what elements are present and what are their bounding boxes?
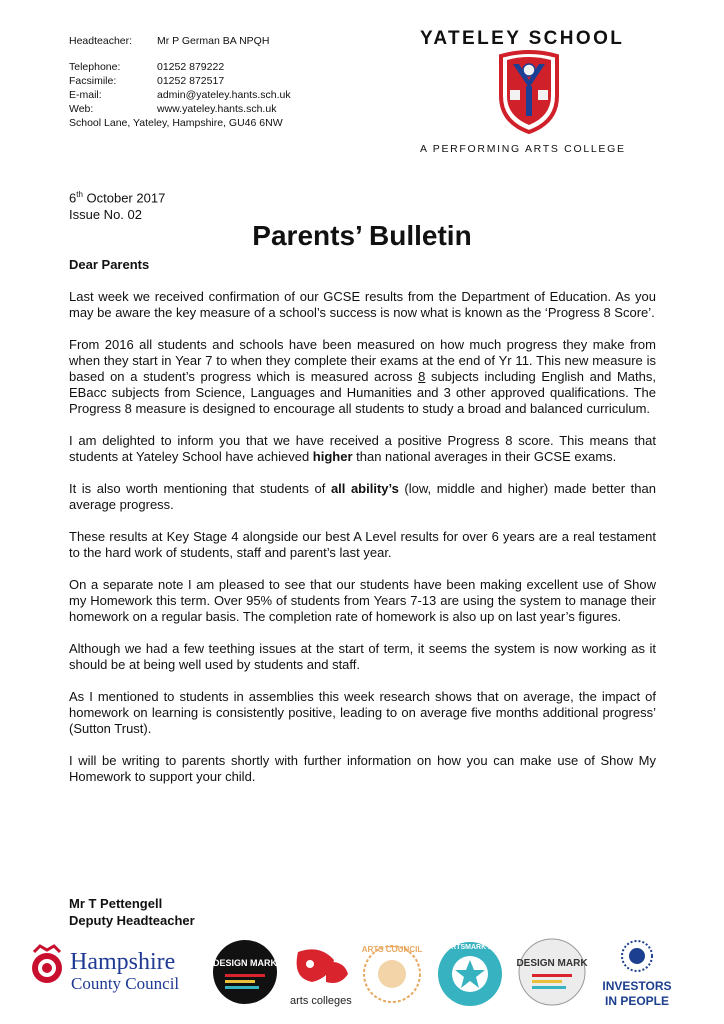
- letter-body: [69, 289, 656, 801]
- hampshire-line2: County Council: [71, 974, 180, 993]
- design-mark-text: DESIGN MARK: [212, 958, 278, 968]
- hampshire-line1: Hampshire: [70, 949, 176, 975]
- footer-logos: [30, 938, 700, 1014]
- bulletin-date-block: [69, 186, 165, 223]
- greeting: Dear Parents: [69, 257, 150, 272]
- hampshire-logo: [32, 946, 179, 993]
- arts-colleges-text: arts colleges: [290, 995, 352, 1007]
- college-tagline: A PERFORMING ARTS COLLEGE: [420, 143, 626, 155]
- headteacher-value: Mr P German BA NPQH: [157, 35, 270, 47]
- paragraph: As I mentioned to students in assemblies this week research shows that on average, the impact of homework on learning is consistently positive, leading to on average five months additional progress’ (Sutton Trust).: [69, 689, 656, 736]
- paragraph: Last week we received confirmation of our GCSE results from the Department of Education. As you may be aware the key measure of a school’s success is now what is known as the ‘Progress 8 Score’.: [69, 289, 656, 320]
- email-value: admin@yateley.hants.sch.uk: [157, 89, 291, 101]
- headteacher-label: Headteacher:: [69, 35, 133, 47]
- paragraph: It is also worth mentioning that students of all ability’s (low, middle and higher) made better than average progress.: [69, 481, 656, 512]
- signature-role: Deputy Headteacher: [69, 912, 195, 928]
- paragraph: I will be writing to parents shortly with further information on how you can make use of Show My Homework to support your child.: [69, 753, 656, 784]
- web-value: www.yateley.hants.sch.uk: [157, 103, 277, 115]
- svg-text:DESIGN MARK: DESIGN MARK: [516, 958, 588, 969]
- design-mark-grey-logo: [516, 939, 588, 1005]
- paragraph: From 2016 all students and schools have been measured on how much progress they make from when they start in Year 7 to when they complete their exams at the end of Yr 11. This new measure is based on a student’s progress which is measured across 8 subjects including English and Maths, EBacc subjects from Science, Languages and Humanities and 3 other approved qualifications. The Progress 8 measure is designed to encourage all students to study a broad and balanced curriculum.: [69, 337, 656, 416]
- paragraph: On a separate note I am pleased to see that our students have been making excellent use of Show my Homework this term. Over 95% of students from Years 7-13 are using the system to manage their homework on a regular basis. The completion rate of homework is also up on last year’s figures.: [69, 577, 656, 624]
- sportsmark-logo: [436, 942, 503, 1006]
- arts-council-logo: [362, 945, 423, 1002]
- sportsmark-text: SPORTSMARK 2008: [436, 944, 504, 951]
- investors-in-people-logo: [602, 941, 671, 1008]
- contact-block: [69, 34, 291, 130]
- arts-colleges-logo: [290, 949, 352, 1007]
- bulletin-date: 6th October 2017: [69, 190, 166, 206]
- fax-value: 01252 872517: [157, 75, 225, 87]
- school-name: YATELEY SCHOOL: [420, 28, 625, 49]
- telephone-label: Telephone:: [69, 61, 121, 73]
- school-address: School Lane, Yateley, Hampshire, GU46 6NW: [69, 117, 283, 129]
- paragraph: Although we had a few teething issues at the start of term, it seems the system is now working as it should be at being well used by students and staff.: [69, 641, 656, 672]
- investors-line2: IN PEOPLE: [604, 994, 670, 1008]
- investors-line1: INVESTORS: [602, 979, 672, 993]
- arts-council-text: ARTS COUNCIL: [361, 945, 423, 954]
- fax-label: Facsimile:: [69, 75, 117, 87]
- paragraph: I am delighted to inform you that we have received a positive Progress 8 score. This means that students at Yateley School have achieved higher than national averages in their GCSE exams.: [69, 433, 656, 464]
- email-label: E-mail:: [69, 89, 102, 101]
- school-crest-logo: [497, 50, 561, 134]
- telephone-value: 01252 879222: [157, 61, 225, 73]
- web-label: Web:: [69, 103, 94, 115]
- issue-number: Issue No. 02: [69, 207, 142, 223]
- design-mark-black-logo: [213, 940, 278, 1004]
- paragraph: These results at Key Stage 4 alongside our best A Level results for over 6 years are a real testament to the hard work of students, staff and parent’s last year.: [69, 529, 656, 560]
- page-title: Parents’ Bulletin: [252, 220, 472, 251]
- signature-block: [69, 896, 195, 929]
- signature-name: Mr T Pettengell: [69, 896, 163, 911]
